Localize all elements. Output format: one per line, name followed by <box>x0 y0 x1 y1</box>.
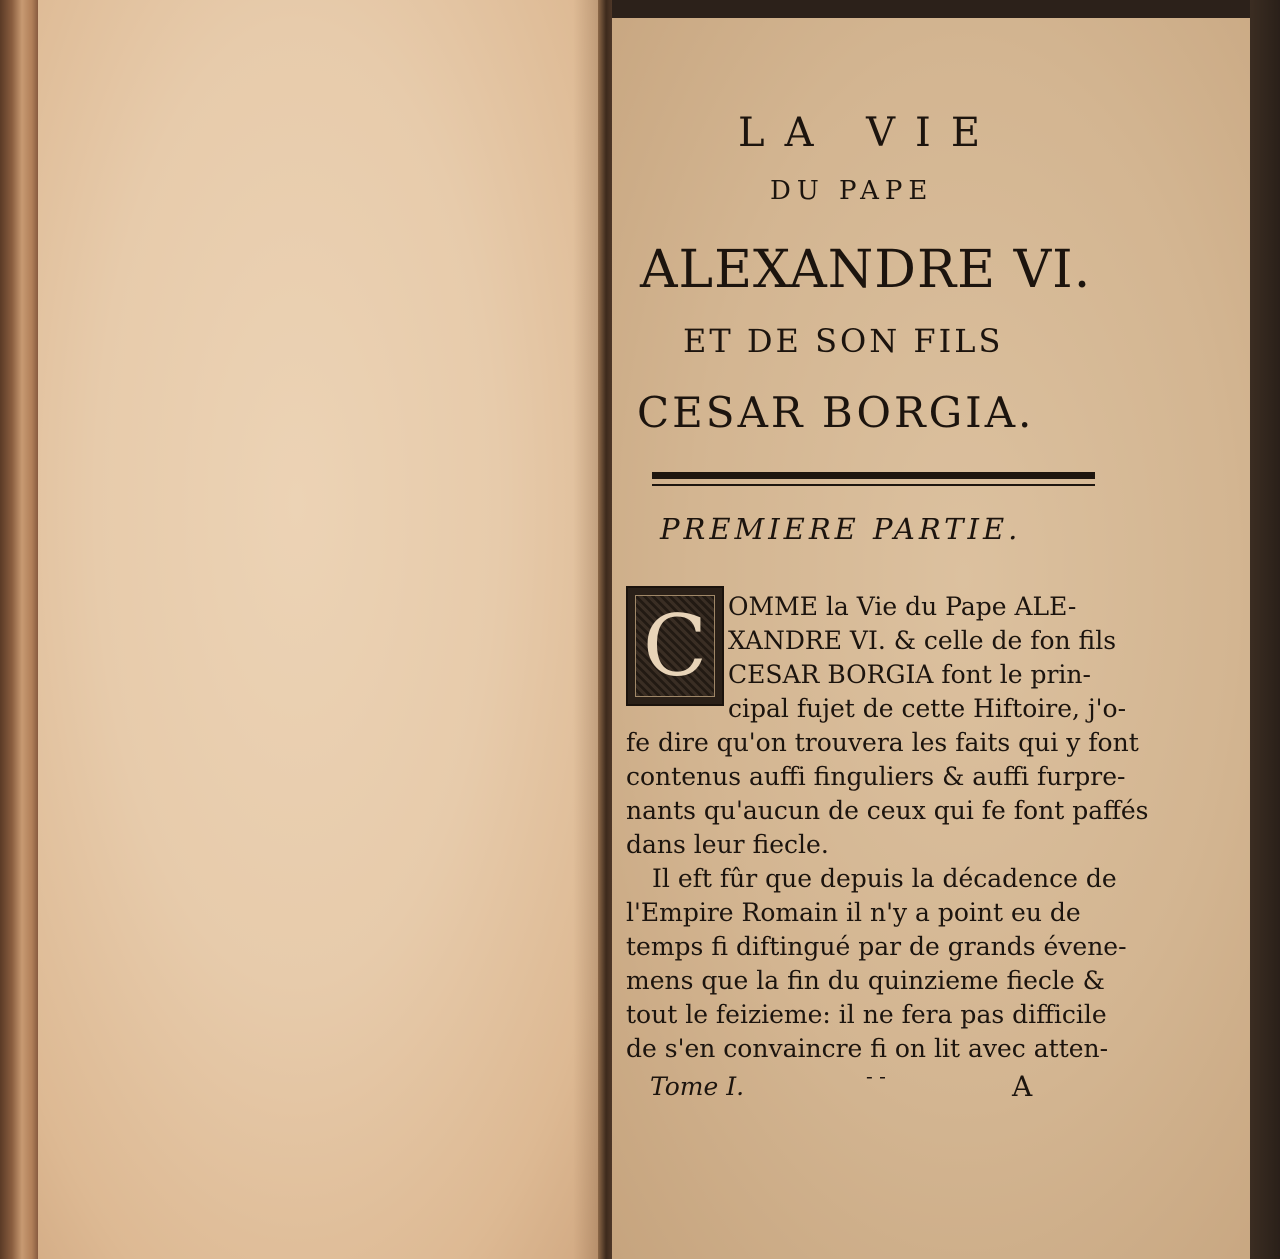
title-rule-thick <box>652 472 1095 479</box>
body-line: temps fi diftingué par de grands évene- <box>626 932 1127 961</box>
part-heading: PREMIERE PARTIE. <box>660 512 1022 546</box>
body-line: nants qu'aucun de ceux qui fe font paffés <box>626 796 1149 825</box>
body-line: tout le feizieme: il ne fera pas difficile <box>626 1000 1107 1029</box>
signature-mark: - - <box>866 1064 886 1088</box>
body-line: cipal fujet de cette Hiftoire, j'o- <box>728 694 1127 723</box>
drop-cap-letter: C <box>642 597 708 695</box>
drop-cap-frame <box>635 595 715 697</box>
top-shadow <box>612 0 1280 20</box>
body-line: fe dire qu'on trouvera les faits qui y font <box>626 728 1139 757</box>
title-line-la-vie: LA VIE <box>738 110 1001 156</box>
body-line: de s'en convaincre fi on lit avec atten- <box>626 1034 1109 1063</box>
title-line-alexandre: ALEXANDRE VI. <box>640 240 1092 300</box>
body-line: l'Empire Romain il n'y a point eu de <box>626 898 1081 927</box>
book-fore-edge <box>0 0 40 1259</box>
body-line: XANDRE VI. & celle de fon fils <box>728 626 1117 655</box>
left-blank-page <box>38 0 613 1259</box>
title-line-cesar-borgia: CESAR BORGIA. <box>637 388 1035 437</box>
body-line: mens que la fin du quinzieme fiecle & <box>626 966 1105 995</box>
signature-letter: A <box>1012 1070 1033 1103</box>
body-line: CESAR BORGIA font le prin- <box>728 660 1091 689</box>
right-shadow <box>1250 0 1280 1259</box>
title-line-du-pape: DU PAPE <box>770 176 934 206</box>
body-line: contenus auffi finguliers & auffi furpre- <box>626 762 1126 791</box>
body-line: dans leur fiecle. <box>626 830 829 859</box>
drop-cap-ornament <box>626 586 724 706</box>
title-line-et-de-son-fils: ET DE SON FILS <box>683 322 1004 360</box>
body-line: OMME la Vie du Pape ALE- <box>728 592 1077 621</box>
body-line: Il eft fûr que depuis la décadence de <box>652 864 1117 893</box>
title-rule-thin <box>652 484 1095 486</box>
signature-tome: Tome I. <box>650 1072 745 1101</box>
